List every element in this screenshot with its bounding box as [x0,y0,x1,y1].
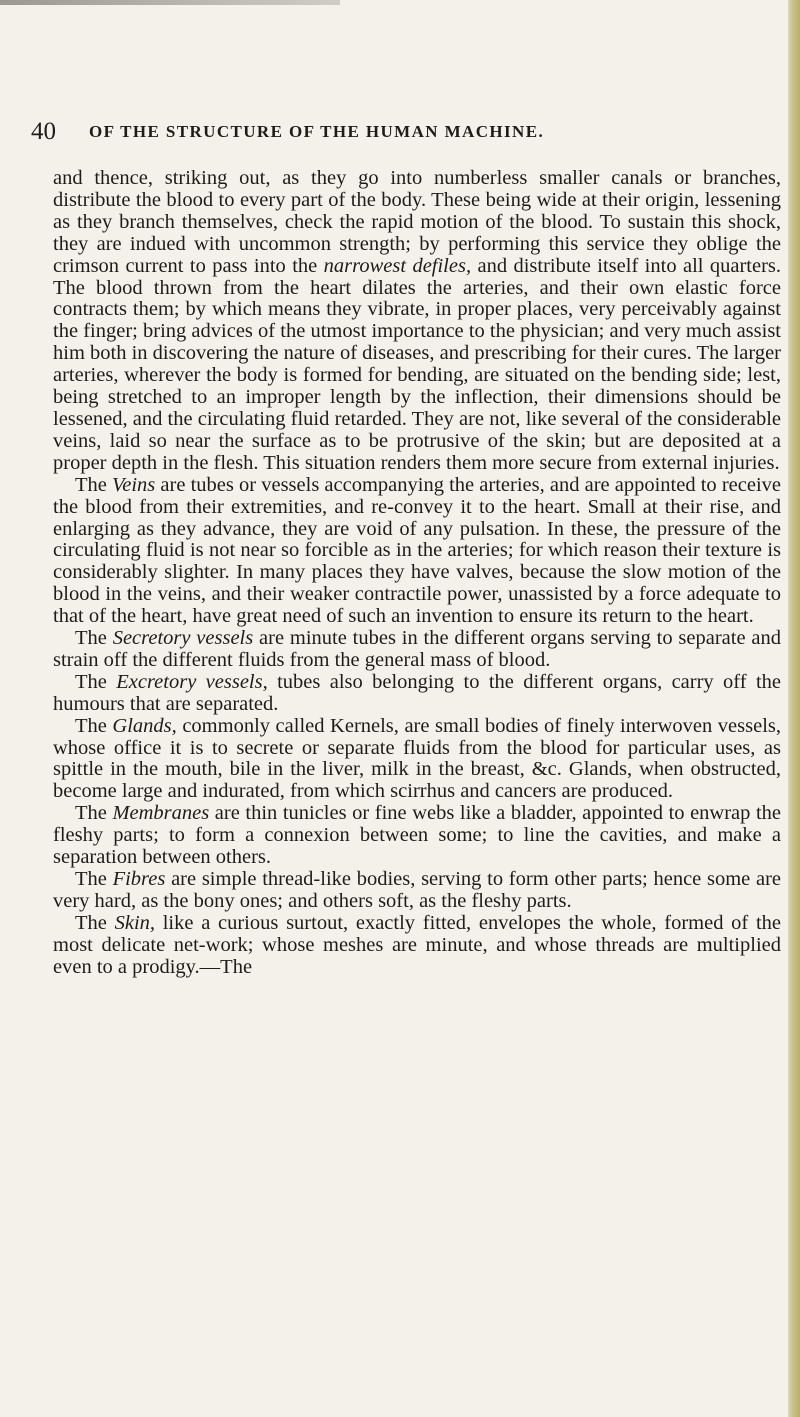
italic-term: Veins [112,473,156,496]
text-run: and thence, striking out, as they go into numberless smaller canals or branches, distribute the blood to every part of the body. These being wide at their origin, lessening as they branch themselves, check the rapid motion of the blood. To sustain this shock, they are indued with uncommon strength; by performing this service they oblige the crimson current to pass into the [53,167,781,277]
text-run: are simple thread-like bodies, serving to form other parts; hence some are very hard, as the bony ones; and others soft, as the fleshy parts. [53,868,781,912]
paragraph [53,716,781,804]
running-head [31,117,771,147]
italic-term: Excretory vessels, [116,670,268,693]
page-edge [788,0,800,1417]
text-run: The [75,714,113,737]
text-run: like a curious surtout, exactly fitted, envelopes the whole, formed of the most delicate net-work; whose meshes are minute, and whose threads are multiplied even to a prodigy.—The [53,911,782,978]
text-run: The [75,627,113,650]
text-run: The [75,802,113,825]
italic-term: Secretory vessels [112,627,254,650]
italic-term: Membranes [112,802,210,825]
page-number: 40 [31,118,56,145]
paragraph [53,869,781,913]
text-run: are minute tubes in the different organs serving to separate and strain off the different fluids from the general mass of blood. [53,627,781,671]
paragraph [53,672,781,716]
text-run: The [75,868,113,890]
italic-term: Glands, [112,714,177,737]
text-run: tubes also belonging to the different organs, carry off the humours that are separated. [53,670,782,715]
paragraph [53,628,781,672]
text-run: and distribute itself into all quarters. The blood thrown from the heart dilates the arteries, and their own elastic force contracts them; by which means they vibrate, in proper places, very perceivably against the finger; bring advices of the utmost importance to the physician; and very much assist him both in discovering the nature of diseases, and prescribing for their cures. The larger arteries, wherever the body is formed for bending, are situated on the bending side; lest, being stretched to an improper length by the inflection, their dimensions should be lessened, and the circulating fluid retarded. They are not, like several of the considerable veins, laid so near the surface as to be protrusive of the skin; but are deposited at a proper depth in the flesh. This situation renders them more secure from external injuries. [53,254,781,474]
text-run: are thin tunicles or fine webs like a bladder, appointed to enwrap the fleshy parts; to form a connexion between some; to line the cavities, and make a separation between others. [53,802,782,869]
italic-term: narrowest defiles, [323,254,472,277]
paragraph [53,168,781,475]
running-title: OF THE STRUCTURE OF THE HUMAN MACHINE. [89,122,545,141]
italic-term: Fibres [112,868,166,890]
text-run: The [75,911,115,934]
text-run: are tubes or vessels accompanying the arteries, and are appointed to receive the blood from their extremities, and re-convey it to the heart. Small at their rise, and enlarging as they advance, they are void of any pulsation. In these, the pressure of the circulating fluid is not near so forcible as in the arteries; for which reason their texture is considerably slighter. In many places they have valves, because the slow motion of the blood in the veins, and their weaker contractile power, unassisted by a force adequate to that of the heart, have great need of such an invention to ensure its return to the heart. [53,473,781,628]
text-run: The [75,473,113,496]
paragraph [53,803,781,869]
text-run: commonly called Kernels, are small bodies of finely interwoven vessels, whose office it is to secrete or separate fluids from the blood for particular uses, as spittle in the mouth, bile in the liver, milk in the breast, &c. Glands, when obstructed, become large and indurated, from which scirrhus and cancers are produced. [53,714,781,803]
text-run: The [75,670,117,693]
body-text [53,168,781,979]
page-top-shadow [0,0,340,5]
paragraph [53,913,781,979]
italic-term: Skin, [114,911,156,934]
paragraph [53,475,781,628]
